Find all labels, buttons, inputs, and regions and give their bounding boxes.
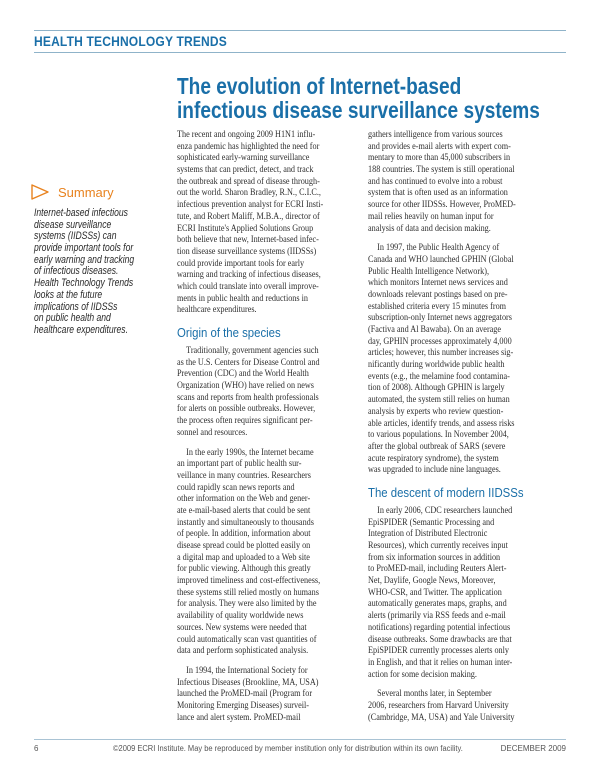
text-line: (Factiva and Al Bawaba). On an average xyxy=(368,324,502,334)
text-line: in English, and that it relies on human inter- xyxy=(368,656,513,667)
text-line: improved timeliness and cost-effectiveness, xyxy=(177,575,321,586)
text-line: ate e-mail-based alerts that could be sent xyxy=(177,504,311,515)
title-line: The evolution of Internet-based xyxy=(177,73,462,99)
text-line: Prevention (CDC) and the World Health xyxy=(177,368,309,379)
text-line: could rapidly scan news reports and xyxy=(177,481,295,492)
text-line: implications of IIDSSs xyxy=(34,300,118,313)
text-line: could provide important tools for early xyxy=(177,257,305,268)
text-line: ECRI Institute's Applied Solutions Group xyxy=(177,222,314,233)
text-line: tion disease surveillance systems (IIDSSs) xyxy=(177,245,317,256)
text-line: both believe that new, Internet-based infec- xyxy=(177,234,319,245)
text-line: could automatically scan vast quantities of xyxy=(177,633,317,644)
text-line: and provides e-mail alerts with expert com- xyxy=(368,140,511,151)
text-line: 2006, researchers from Harvard University xyxy=(368,699,509,710)
text-line: mail relies heavily on human input for xyxy=(368,210,494,221)
text-line: action for some decision making. xyxy=(368,668,477,679)
text-line: on public health and xyxy=(34,312,111,325)
text-line: acute respiratory syndrome), the system xyxy=(368,452,499,463)
text-line: able articles, identify trends, and assess risks xyxy=(368,417,515,428)
text-line: disease outbreaks. Some drawbacks are that xyxy=(368,633,512,644)
text-line: source for other IIDSSs. However, ProMED- xyxy=(368,199,516,210)
text-line: EpiSPIDER (Semantic Processing and xyxy=(368,516,495,527)
text-line: analysis by experts who review question- xyxy=(368,405,504,416)
text-line: WHO-CSR, and Twitter. The application xyxy=(368,586,502,597)
text-line: Health Technology Trends xyxy=(34,277,134,290)
text-line: warning and tracking of infectious diseases, xyxy=(177,269,321,280)
issue-date: DECEMBER 2009 xyxy=(500,744,566,753)
text-line: for public viewing. Although this greatly xyxy=(177,563,311,574)
text-line: Several months later, in September xyxy=(377,688,492,699)
text-line: systems (IIDSSs) can xyxy=(34,230,117,243)
summary-heading: Summary xyxy=(58,185,114,200)
text-line: automatically generates maps, graphs, and xyxy=(368,598,507,609)
text-line: In 1994, the International Society for xyxy=(186,664,308,675)
text-line: articles; however, this number increases sig- xyxy=(368,347,514,358)
text-line: nificantly during worldwide public health xyxy=(368,359,505,370)
text-line: of infectious diseases. xyxy=(34,265,119,278)
page-number: 6 xyxy=(34,744,39,753)
text-line: data and perform sophisticated analysis. xyxy=(177,645,309,656)
text-line: In 1997, the Public Health Agency of xyxy=(377,242,500,253)
text-line: the process often requires significant per- xyxy=(177,415,313,426)
text-line: as the U.S. Centers for Disease Control and xyxy=(177,356,320,367)
text-line: an important part of public health sur- xyxy=(177,458,302,469)
section-label: HEALTH TECHNOLOGY TRENDS xyxy=(34,33,227,49)
text-line: which monitors Internet news services and xyxy=(368,277,508,288)
text-line: EpiSPIDER currently processes alerts only xyxy=(368,645,510,656)
text-line: looks at the future xyxy=(34,288,103,301)
text-line: sophisticated early-warning surveillance xyxy=(177,152,310,163)
text-line: established criteria every 15 minutes from xyxy=(368,300,507,311)
text-line: to ProMED-mail, including Reuters Alert- xyxy=(368,563,507,574)
text-line: disease spread could be plotted easily on xyxy=(177,540,311,550)
article-title xyxy=(177,73,540,123)
text-line: for alerts on possible outbreaks. However, xyxy=(177,403,316,414)
text-line: downloads relevant postings based on pre- xyxy=(368,288,508,299)
text-line: tion of 2008). Although GPHIN is largely xyxy=(368,382,505,393)
text-line: scans and reports from health professionals xyxy=(177,391,319,402)
paragraph-gap xyxy=(177,439,323,447)
text-line: Internet-based infectious xyxy=(34,207,128,219)
text-line: of people. In addition, information about xyxy=(177,528,311,539)
header-rule-bottom xyxy=(34,52,566,53)
text-line: availability of quality worldwide news xyxy=(177,610,304,621)
title-line: infectious disease surveillance systems xyxy=(177,97,540,123)
text-line: Organization (WHO) have relied on news xyxy=(177,380,314,391)
text-line: Infectious Diseases (Brookline, MA, USA) xyxy=(177,676,319,687)
text-line: alerts (primarily via RSS feeds and e-mail xyxy=(368,610,506,621)
text-line: day, GPHIN processes approximately 4,000 xyxy=(368,335,512,346)
text-line: ments in public health and reductions in xyxy=(177,292,309,303)
text-line: Integration of Distributed Electronic xyxy=(368,528,488,539)
text-line: events (e.g., the melamine food contamina- xyxy=(368,370,510,381)
text-line: out the world. Sharon Bradley, R.N., C.I.C., xyxy=(177,187,321,198)
text-line: system that is often used as an information xyxy=(368,187,508,198)
paragraph-gap xyxy=(368,234,524,242)
text-line: Monitoring Emerging Diseases) surveil- xyxy=(177,699,310,710)
copyright-notice: ©2009 ECRI Institute. May be reproduced by member institution only for distribution within its own facility. xyxy=(113,744,463,753)
text-line: for analysis. They were also limited by the xyxy=(177,598,317,609)
text-line: gathers intelligence from various sources xyxy=(368,129,503,139)
paragraph-gap xyxy=(368,680,524,688)
text-line: other information on the Web and gener- xyxy=(177,493,311,504)
text-line: notifications) regarding potential infectious xyxy=(368,621,511,632)
text-line: Resources), which currently receives input xyxy=(368,540,508,550)
article-column-right xyxy=(368,129,524,723)
article-column-left xyxy=(177,129,323,723)
text-line: mentary to more than 45,000 subscribers in xyxy=(368,152,511,163)
text-line: these systems still relied mostly on humans xyxy=(177,586,319,597)
text-line: systems that can predict, detect, and track xyxy=(177,164,314,175)
text-line: from six information sources in addition xyxy=(368,551,501,562)
text-line: 188 countries. The system is still operational xyxy=(368,164,515,175)
text-line: In early 2006, CDC researchers launched xyxy=(377,504,513,515)
text-line: instantly and simultaneously to thousands xyxy=(177,516,314,527)
text-line: veillance in many countries. Researchers xyxy=(177,469,311,480)
text-line: a digital map and uploaded to a Web site xyxy=(177,551,310,562)
text-line: subscription-only Internet news aggregators xyxy=(368,312,512,323)
triangle-arrow-icon xyxy=(30,183,52,201)
text-line: Traditionally, government agencies such xyxy=(186,345,319,355)
text-line: Canada and WHO launched GPHIN (Global xyxy=(368,253,514,264)
text-line: tute, and Robert Maliff, M.B.A., director of xyxy=(177,210,320,221)
text-line: enza pandemic has highlighted the need for xyxy=(177,140,320,151)
footer-rule xyxy=(34,739,566,740)
text-line: sources. New systems were needed that xyxy=(177,621,307,632)
text-line: In the early 1990s, the Internet became xyxy=(186,446,314,457)
summary-text xyxy=(34,208,167,337)
text-line: The recent and ongoing 2009 H1N1 influ- xyxy=(177,129,316,139)
text-line: infectious prevention analyst for ECRI Insti- xyxy=(177,199,324,210)
text-line: analysis of data and decision making. xyxy=(368,222,491,233)
text-line: and has continued to evolve into a robust xyxy=(368,175,503,186)
text-line: Net, Daylife, Google News, Moreover, xyxy=(368,575,496,586)
text-line: automated, the system still relies on human xyxy=(368,394,510,405)
text-line: disease surveillance xyxy=(34,218,112,231)
text-line: after the global outbreak of SARS (severe xyxy=(368,440,506,451)
text-line: (Cambridge, MA, USA) and Yale University xyxy=(368,711,515,722)
text-line: healthcare expenditures. xyxy=(177,304,257,315)
header-rule-top xyxy=(34,30,566,31)
text-line: provide important tools for xyxy=(34,242,134,255)
text-line: Public Health Intelligence Network), xyxy=(368,265,490,276)
subheading: The descent of modern IIDSSs xyxy=(368,485,524,500)
text-line: early warning and tracking xyxy=(34,253,135,266)
text-line: to various populations. In November 2004, xyxy=(368,429,509,440)
text-line: healthcare expenditures. xyxy=(34,323,128,336)
text-line: the outbreak and spread of disease through- xyxy=(177,175,320,186)
paragraph-gap xyxy=(177,657,323,665)
text-line: launched the ProMED-mail (Program for xyxy=(177,688,313,699)
text-line: which could translate into overall improve- xyxy=(177,280,319,291)
text-line: sonnel and resources. xyxy=(177,426,248,437)
text-line: was upgraded to include nine languages. xyxy=(368,464,501,475)
subheading: Origin of the species xyxy=(177,326,281,340)
text-line: lance and alert system. ProMED-mail xyxy=(177,711,301,722)
